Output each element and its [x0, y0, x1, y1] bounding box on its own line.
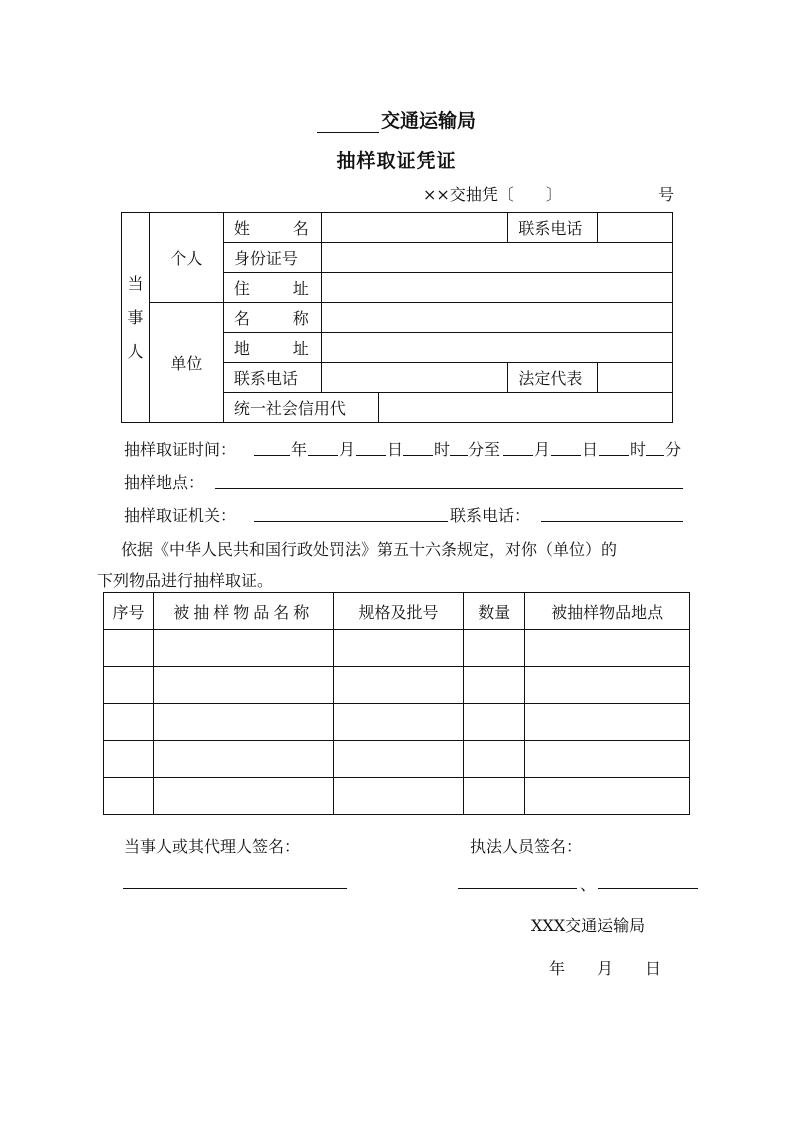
- table-row: [104, 704, 690, 741]
- end-minute-blank[interactable]: [646, 455, 664, 456]
- header-item-name: 被抽样物品名称: [153, 593, 333, 630]
- cell-qty[interactable]: [464, 630, 525, 667]
- cell-item-name[interactable]: [153, 630, 333, 667]
- basis-line-2: 下列物品进行抽样取证。: [97, 571, 274, 590]
- agency-phone-label: 联系电话：: [450, 506, 531, 525]
- individual-label: 个人: [149, 213, 223, 303]
- phone-label: 联系电话: [508, 213, 598, 243]
- day-blank[interactable]: [356, 455, 386, 456]
- unit-label: 单位: [149, 303, 223, 423]
- officer-sign-label: 执法人员签名：: [470, 837, 583, 856]
- agency-label: 抽样取证机关：: [124, 506, 237, 525]
- issue-date: 年 月 日: [549, 959, 662, 978]
- cell-qty[interactable]: [464, 667, 525, 704]
- table-row: [104, 630, 690, 667]
- cell-qty[interactable]: [464, 778, 525, 815]
- document-title: 抽样取证凭证: [336, 150, 457, 172]
- cell-location[interactable]: [525, 704, 690, 741]
- legal-rep-field[interactable]: [598, 363, 673, 393]
- cell-no[interactable]: [104, 704, 154, 741]
- year-unit: 年: [291, 440, 308, 459]
- end-hour-blank[interactable]: [599, 455, 629, 456]
- unit-name-field[interactable]: [321, 303, 672, 333]
- hour-blank[interactable]: [403, 455, 433, 456]
- place-blank[interactable]: [215, 488, 683, 489]
- end-day-blank[interactable]: [551, 455, 581, 456]
- name-label: 姓 名: [223, 213, 321, 243]
- officer-sign-line-1[interactable]: [458, 888, 577, 889]
- end-day-unit: 日: [582, 440, 599, 459]
- phone-field[interactable]: [598, 213, 673, 243]
- hour-unit: 时: [434, 440, 451, 459]
- end-hour-unit: 时: [630, 440, 647, 459]
- address-label: 住 址: [223, 273, 321, 303]
- issuer-name: XXX交通运输局: [531, 916, 646, 935]
- month-unit: 月: [339, 440, 356, 459]
- cell-location[interactable]: [525, 741, 690, 778]
- cell-item-name[interactable]: [153, 667, 333, 704]
- credit-code-field[interactable]: [378, 393, 672, 423]
- cell-spec[interactable]: [333, 741, 464, 778]
- items-table: [103, 592, 690, 815]
- table-row: [104, 667, 690, 704]
- cell-item-name[interactable]: [153, 704, 333, 741]
- party-label: 当 事 人: [122, 213, 150, 423]
- agency-phone-blank[interactable]: [541, 521, 683, 522]
- agency-title: 交通运输局: [0, 106, 793, 133]
- month-blank[interactable]: [308, 455, 338, 456]
- header-no: 序号: [104, 593, 154, 630]
- unit-address-label: 地 址: [223, 333, 321, 363]
- place-label: 抽样地点：: [124, 473, 205, 492]
- cell-no[interactable]: [104, 630, 154, 667]
- minute-blank[interactable]: [450, 455, 468, 456]
- credit-code-label: 统一社会信用代: [223, 393, 378, 423]
- party-sign-label: 当事人或其代理人签名：: [124, 837, 301, 856]
- cell-spec[interactable]: [333, 630, 464, 667]
- document-number: ××交抽凭〔 〕 号: [423, 185, 675, 204]
- sign-separator: 、: [580, 875, 597, 894]
- id-field[interactable]: [321, 243, 672, 273]
- cell-location[interactable]: [525, 630, 690, 667]
- cell-item-name[interactable]: [153, 741, 333, 778]
- header-spec: 规格及批号: [333, 593, 464, 630]
- items-header-row: [104, 593, 690, 630]
- time-label: 抽样取证时间：: [124, 440, 237, 459]
- unit-phone-label: 联系电话: [223, 363, 321, 393]
- year-blank[interactable]: [254, 455, 290, 456]
- cell-item-name[interactable]: [153, 778, 333, 815]
- unit-phone-field[interactable]: [321, 363, 508, 393]
- cell-location[interactable]: [525, 778, 690, 815]
- name-field[interactable]: [321, 213, 508, 243]
- header-location: 被抽样物品地点: [525, 593, 690, 630]
- agency-name-blank[interactable]: [317, 112, 379, 133]
- unit-name-label: 名 称: [223, 303, 321, 333]
- officer-sign-line-2[interactable]: [598, 888, 698, 889]
- unit-address-field[interactable]: [321, 333, 672, 363]
- table-row: [104, 741, 690, 778]
- cell-no[interactable]: [104, 667, 154, 704]
- table-row: [104, 778, 690, 815]
- agency-blank[interactable]: [254, 521, 448, 522]
- party-info-table: [121, 212, 673, 423]
- end-month-unit: 月: [534, 440, 551, 459]
- cell-qty[interactable]: [464, 741, 525, 778]
- basis-line-1: 依据《中华人民共和国行政处罚法》第五十六条规定，对你（单位）的: [121, 540, 618, 559]
- address-field[interactable]: [321, 273, 672, 303]
- end-minute-unit: 分: [665, 440, 682, 459]
- cell-qty[interactable]: [464, 704, 525, 741]
- header-qty: 数量: [464, 593, 525, 630]
- cell-spec[interactable]: [333, 704, 464, 741]
- minute-to-unit: 分至: [468, 440, 501, 459]
- end-month-blank[interactable]: [503, 455, 533, 456]
- cell-no[interactable]: [104, 741, 154, 778]
- cell-location[interactable]: [525, 667, 690, 704]
- party-sign-line[interactable]: [123, 888, 347, 889]
- cell-spec[interactable]: [333, 667, 464, 704]
- legal-rep-label: 法定代表: [508, 363, 598, 393]
- cell-spec[interactable]: [333, 778, 464, 815]
- id-label: 身份证号: [223, 243, 321, 273]
- day-unit: 日: [387, 440, 404, 459]
- cell-no[interactable]: [104, 778, 154, 815]
